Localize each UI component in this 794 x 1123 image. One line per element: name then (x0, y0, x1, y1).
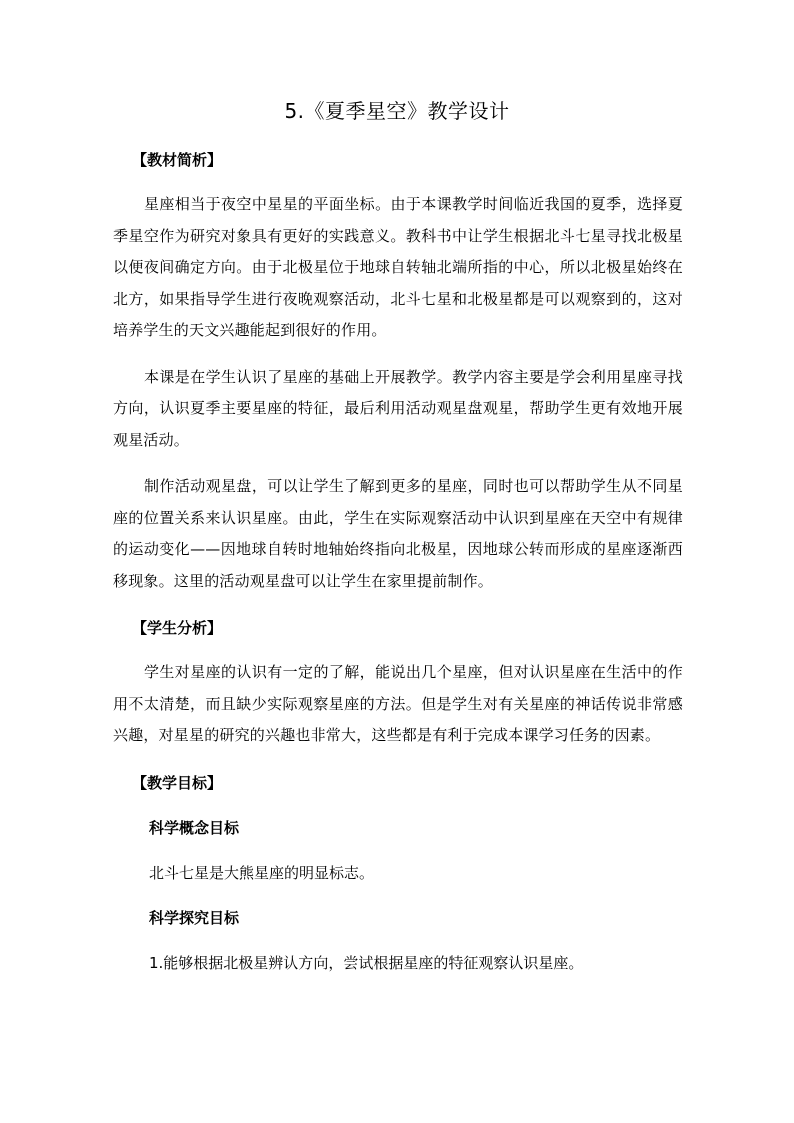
spacer (113, 844, 683, 857)
paragraph-textbook-analysis-1: 星座相当于夜空中星星的平面坐标。由于本课教学时间临近我国的夏季，选择夏季星空作为研究对象具有更好的实践意义。教科书中让学生根据北斗七星寻找北极星以便夜间确定方向。由于北极星位于地球自转轴北端所指的中心，所以北极星始终在北方，如果指导学生进行夜晚观察活动，北斗七星和北极星都是可以观察到的，这对培养学生的天文兴趣能起到很好的作用。 (113, 195, 683, 339)
section-heading-textbook-analysis: 【教材简析】 (132, 151, 223, 169)
spacer (113, 752, 683, 767)
section-heading-student-analysis: 【学生分析】 (132, 619, 223, 637)
spacer (113, 934, 683, 947)
spacer (113, 176, 683, 189)
document-body (113, 144, 683, 979)
paragraph-student-analysis-1: 学生对星座的认识有一定的了解，能说出几个星座，但对认识星座在生活中的作用不太清楚，而且缺少实际观察星座的方法。但是学生对有关星座的神话传说非常感兴趣，对星星的研究的兴趣也非常大，这些都是有利于完成本课学习任务的因素。 (113, 663, 683, 744)
spacer (113, 889, 683, 902)
spacer (113, 799, 683, 812)
section-heading-teaching-goals: 【教学目标】 (132, 773, 223, 792)
spacer (113, 597, 683, 612)
subheading-science-concept: 科学概念目标 (149, 818, 240, 837)
spacer (113, 347, 683, 362)
paragraph-textbook-analysis-2: 本课是在学生认识了星座的基础上开展教学。教学内容主要是学会利用星座寻找方向，认识夏季主要星座的特征，最后利用活动观星盘观星，帮助学生更有效地开展观星活动。 (113, 367, 683, 449)
document-title: 5.《夏季星空》教学设计 (284, 99, 510, 123)
subheading-science-inquiry: 科学探究目标 (149, 908, 240, 927)
spacer (113, 456, 683, 471)
inquiry-goal-item-1: 1.能够根据北极星辨认方向，尝试根据星座的特征观察认识星座。 (149, 953, 584, 972)
paragraph-textbook-analysis-3: 制作活动观星盘，可以让学生了解到更多的星座，同时也可以帮助学生从不同星座的位置关系来认识星座。由此，学生在实际观察活动中认识到星座在天空中有规律的运动变化——因地球自转时地轴始终指向北极星，因地球公转而形成的星座逐渐西移现象。这里的活动观星盘可以让学生在家里提前制作。 (113, 477, 683, 590)
concept-goal-text: 北斗七星是大熊星座的明显标志。 (149, 863, 375, 882)
spacer (113, 644, 683, 657)
